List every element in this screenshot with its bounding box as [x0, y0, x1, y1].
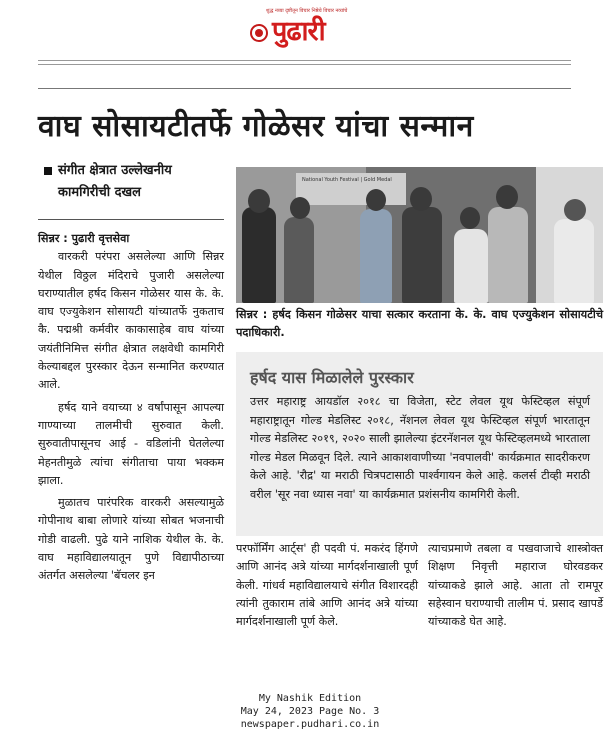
- headline: वाघ सोसायटीतर्फे गोळेसर यांचा सन्मान: [38, 109, 474, 144]
- footer-site-link[interactable]: newspaper.pudhari.co.in: [240, 719, 380, 730]
- article-column-1: [38, 230, 224, 586]
- dateline: सिन्नर : पुढारी वृत्तसेवा: [38, 232, 130, 245]
- footer-edition: My Nashik Edition: [258, 693, 362, 704]
- subhead-line-2: कामगिरीची दखल: [58, 185, 141, 200]
- article-paragraph-1: वारकरी परंपरा असलेल्या आणि सिन्नर येथील विठ्ठल मंदिराचे पुजारी असलेल्या घराण्यातील हर्षद किसन गोळेसर यास के. के. वाघ एज्युकेशन सोसायटी यांच्यातर्फे नुकताच कै. पद्मश्री कर्मवीर काकासाहेब वाघ यांच्या जयंतीनिमित्त संगीत क्षेत्रात लक्षवेधी कामगिरी केल्याबद्दल पुरस्कार देऊन सन्मानित करण्यात आले.: [38, 250, 224, 392]
- article-paragraph-2: हर्षद याने वयाच्या ४ वर्षांपासून आपल्या गाण्याच्या तालमीची सुरुवात केली. सुरुवातीपासूनच आई - वडिलांनी घेतलेल्या मेहनतीमुळे त्यांचा संगीताचा पाया भक्कम झाला.: [38, 400, 224, 487]
- logo-emblem-icon: [250, 24, 268, 42]
- article-column-3: [428, 540, 603, 631]
- masthead: [250, 8, 370, 50]
- photo-caption: सिन्नर : हर्षद किसन गोळेसर याचा सत्कार करताना के. के. वाघ एज्युकेशन सोसायटीचे पदाधिकारी.: [236, 308, 603, 339]
- headline-rule: [38, 88, 571, 89]
- awards-box-title: हर्षद यास मिळालेले पुरस्कार: [250, 368, 414, 387]
- article-column-2: [236, 540, 418, 631]
- bullet-icon: [44, 167, 52, 175]
- article-paragraph-3: मुळातच पारंपरिक वारकरी असल्यामुळे गोपीनाथ बाबा लोणारे यांच्या सोबत भजनाची गोडी वाढली. पुढे याने नाशिक येथील के. के. वाघ महाविद्यालयातून पुणे विद्यापीठाच्या अंतर्गत असलेल्या 'बॅचलर इन: [38, 496, 224, 583]
- masthead-rule: [38, 60, 571, 65]
- subhead-line-1: संगीत क्षेत्रात उल्लेखनीय: [58, 163, 172, 178]
- photo-banner-text: National Youth Festival | Gold Medal: [302, 177, 392, 183]
- awards-box-text: उत्तर महाराष्ट्र आयडॉल २०१८ चा विजेता, स्टेट लेवल यूथ फेस्टिव्हल संपूर्ण महाराष्ट्रातून गोल्ड मेडलिस्ट २०१८, नॅशनल लेवल यूथ फेस्टिव्हल संपूर्ण भारतातून गोल्ड मेडलिस्ट २०१९, २०२० साली झालेल्या इंटरनॅशनल यूथ फेस्टिव्हलमध्ये भारताला गोल्ड मेडल मिळवून दिले. त्याने आकाशवाणीच्या 'नवपालवी' कार्यक्रमात सादरीकरण केले आहे. 'रौद्र' या मराठी चित्रपटासाठी पार्श्वगायन केले आहे. कलर्स टीव्ही मराठी वरील 'सूर नवा ध्यास नवा' या कार्यक्रमात प्रशंसनीय कामगिरी केली.: [250, 395, 590, 501]
- subhead: [44, 160, 224, 204]
- subhead-divider: [38, 219, 224, 220]
- logo: पुढारी: [272, 16, 325, 47]
- article-paragraph-5: त्याचप्रमाणे तबला व पखवाजाचे शास्त्रोक्त शिक्षण निवृत्ती महाराज घोरवडकर यांच्याकडे झाले आहे. आता तो रामपूर सहेस्वान घराण्याची तालीम पं. प्रसाद खापर्डे यांच्याकडे घेत आहे.: [428, 542, 603, 629]
- footer-date-page: May 24, 2023 Page No. 3: [240, 706, 380, 717]
- article-paragraph-4: परफॉर्मिंग आर्ट्स' ही पदवी पं. मकरंद हिंगणे आणि आनंद अत्रे यांच्या मार्गदर्शनाखाली पूर्ण केली. गांधर्व महाविद्यालयाचे संगीत विशारदही त्यांनी तुकाराम तांबे आणि आनंद अत्रे यांच्या मार्गदर्शनाखाली पूर्ण केले.: [236, 542, 418, 629]
- masthead-tagline: शुद्ध नव्या दृष्टीतून विचार निष्ठेचे विचार नव्यांचे: [266, 8, 348, 14]
- edition-footer: [220, 692, 400, 731]
- event-photo: [236, 167, 603, 303]
